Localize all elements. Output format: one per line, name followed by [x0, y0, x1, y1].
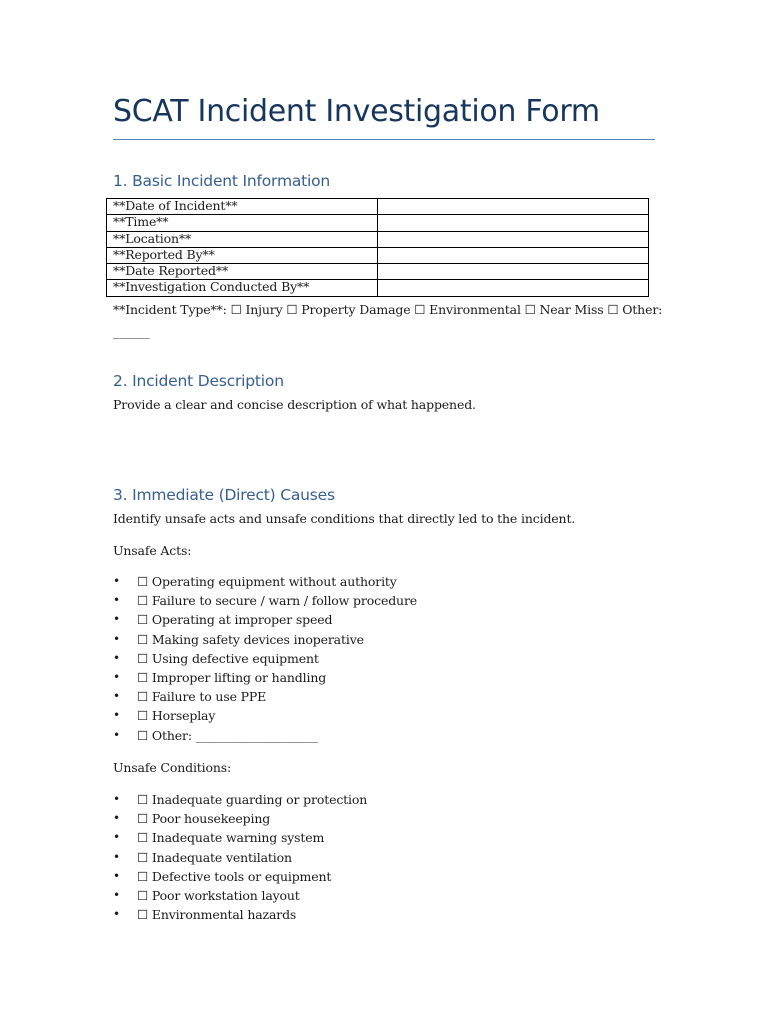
list-item-label: ☐ Improper lifting or handling [137, 669, 327, 685]
bullet-icon: • [113, 593, 120, 608]
bullet-icon: • [113, 650, 120, 665]
immediate-causes-instructions: Identify unsafe acts and unsafe conditions that directly led to the incident. [113, 511, 576, 526]
row-label-date-reported: **Date Reported** [107, 264, 378, 280]
row-label-date-of-incident: **Date of Incident** [107, 199, 378, 215]
bullet-icon: • [113, 727, 120, 742]
unsafe-conditions-list [113, 790, 367, 924]
list-item-label: ☐ Other: ____________________ [137, 727, 318, 743]
row-label-location: **Location** [107, 231, 378, 247]
list-item-label: ☐ Using defective equipment [137, 650, 319, 666]
list-item[interactable] [113, 630, 417, 649]
table-row [107, 264, 649, 280]
list-item[interactable] [113, 572, 417, 591]
list-item-label: ☐ Operating at improper speed [137, 612, 333, 628]
row-value-investigation-conducted-by[interactable] [378, 280, 649, 296]
section-1-heading: 1. Basic Incident Information [113, 172, 331, 190]
section-3-heading: 3. Immediate (Direct) Causes [113, 486, 335, 504]
table-row [107, 231, 649, 247]
list-item[interactable] [113, 726, 417, 745]
bullet-icon: • [113, 830, 120, 845]
list-item-label: ☐ Inadequate guarding or protection [137, 792, 368, 807]
list-item-label: ☐ Operating equipment without authority [137, 574, 397, 589]
list-item[interactable] [113, 886, 367, 905]
bullet-icon: • [113, 849, 120, 864]
list-item-label: ☐ Horseplay [137, 708, 216, 724]
bullet-icon: • [113, 574, 120, 588]
unsafe-acts-list [113, 572, 417, 745]
list-item-label: ☐ Defective tools or equipment [137, 868, 332, 884]
list-item[interactable] [113, 867, 367, 886]
bullet-icon: • [113, 689, 120, 704]
list-item[interactable] [113, 706, 417, 725]
list-item-label: ☐ Failure to secure / warn / follow procedure [137, 593, 418, 609]
incident-type-other-blank: ______ [113, 324, 150, 339]
row-value-time[interactable] [378, 215, 649, 231]
basic-info-table [106, 198, 649, 297]
list-item[interactable] [113, 610, 417, 629]
list-item-label: ☐ Making safety devices inoperative [137, 631, 364, 647]
document-title: SCAT Incident Investigation Form [113, 94, 600, 129]
bullet-icon: • [113, 631, 120, 646]
list-item[interactable] [113, 828, 367, 847]
bullet-icon: • [113, 907, 120, 922]
table-row [107, 247, 649, 263]
list-item-label: ☐ Poor workstation layout [137, 887, 300, 903]
bullet-icon: • [113, 887, 120, 902]
incident-description-instructions: Provide a clear and concise description of what happened. [113, 397, 476, 412]
unsafe-acts-label: Unsafe Acts: [113, 543, 192, 558]
bullet-icon: • [113, 612, 120, 627]
list-item-label: ☐ Poor housekeeping [137, 811, 271, 827]
row-label-time: **Time** [107, 215, 378, 231]
list-item[interactable] [113, 591, 417, 610]
bullet-icon: • [113, 708, 120, 723]
table-row [107, 280, 649, 296]
list-item[interactable] [113, 687, 417, 706]
row-label-investigation-conducted-by: **Investigation Conducted By** [107, 280, 378, 296]
unsafe-conditions-label: Unsafe Conditions: [113, 760, 232, 775]
list-item[interactable] [113, 905, 367, 924]
title-underline [113, 139, 655, 140]
list-item[interactable] [113, 848, 367, 867]
bullet-icon: • [113, 792, 120, 806]
list-item[interactable] [113, 668, 417, 687]
row-value-reported-by[interactable] [378, 247, 649, 263]
table-row [107, 199, 649, 215]
bullet-icon: • [113, 811, 120, 826]
list-item-label: ☐ Inadequate warning system [137, 830, 325, 846]
list-item[interactable] [113, 809, 367, 828]
bullet-icon: • [113, 669, 120, 684]
list-item[interactable] [113, 790, 367, 809]
list-item[interactable] [113, 649, 417, 668]
row-value-date-reported[interactable] [378, 264, 649, 280]
row-label-reported-by: **Reported By** [107, 247, 378, 263]
list-item-label: ☐ Failure to use PPE [137, 689, 267, 705]
table-row [107, 215, 649, 231]
row-value-location[interactable] [378, 231, 649, 247]
section-2-heading: 2. Incident Description [113, 372, 284, 390]
bullet-icon: • [113, 868, 120, 883]
list-item-label: ☐ Environmental hazards [137, 907, 297, 923]
list-item-label: ☐ Inadequate ventilation [137, 849, 292, 865]
row-value-date-of-incident[interactable] [378, 199, 649, 215]
incident-type-options: **Incident Type**: ☐ Injury ☐ Property Damage ☐ Environmental ☐ Near Miss ☐ Other: [113, 302, 663, 317]
